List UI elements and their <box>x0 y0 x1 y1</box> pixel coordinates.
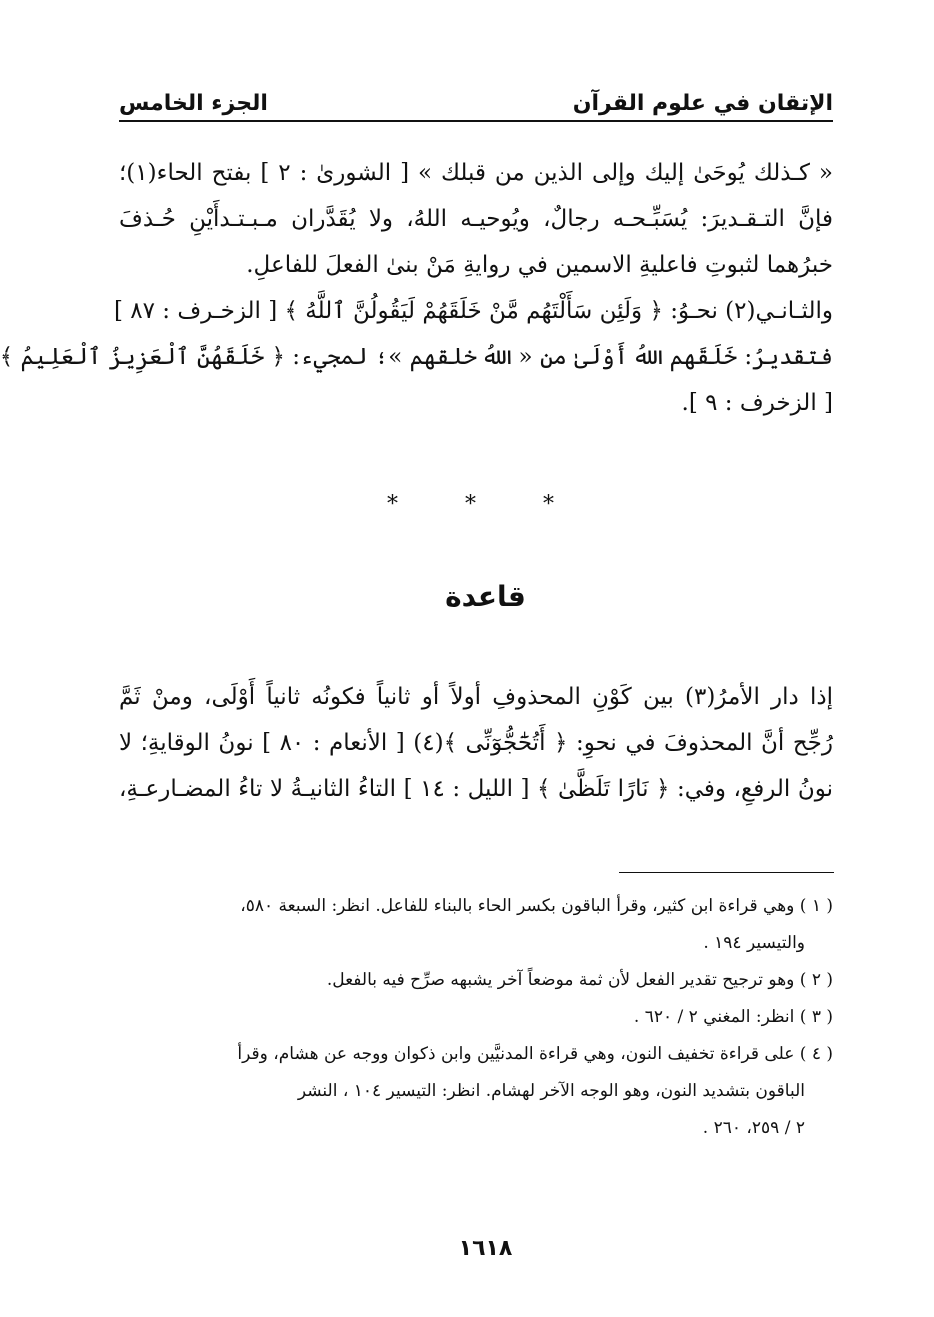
text-line: رُجِّح أنَّ المحذوفَ في نحوِ: ﴿ أَتُحَٰٓجُّوٓنِّى ﴾(٤) [ الأنعام : ٨٠ ] نونُ الوقايةِ؛ لا <box>119 730 833 756</box>
text-line: والثـانـي(٢) نحـوُ: ﴿ وَلَئِن سَأَلْتَهُم مَّنْ خَلَقَهُمْ لَيَقُولُنَّ ٱللَّهُ ﴾ [ الزخـرف : ٨٧ ] <box>113 298 833 324</box>
running-header <box>119 82 833 122</box>
main-text-section-1 <box>0 150 833 426</box>
text-line: « كـذلك يُوحَىٰ إليك وإلى الذين من قبلك » [ الشورىٰ : ٢ ] بفتح الحاء(١)؛ <box>119 160 833 186</box>
footnote-line: والتيسير ١٩٤ . <box>703 933 805 953</box>
footnote-line: ( ٢ ) وهو ترجيح تقدير الفعل لأن ثمة موضعاً آخر يشبهه صرِّح فيه بالفعل. <box>326 970 833 990</box>
footnotes <box>119 888 833 1147</box>
book-title: الإتقان في علوم القرآن <box>572 91 833 116</box>
section-separator: * * * <box>387 492 584 517</box>
text-line: فتقديرُ: خَلَقَهم اللهُ أَوْلَىٰ من « اللهُ خلقهم »؛ لمجيء: ﴿ خَلَقَهُنَّ ٱلْعَزِيزُ ٱلْعَلِيمُ ﴾ <box>0 344 833 370</box>
footnote-line: ( ٣ ) انظر: المغني ٢ / ٦٢٠ . <box>633 1007 833 1027</box>
section-heading: قاعدة <box>445 580 526 613</box>
footnote-line: ( ٤ ) على قراءة تخفيف النون، وهي قراءة المدنيَّين وابن ذكوان ووجه عن هشام، وقرأ <box>237 1044 833 1064</box>
volume-label: الجزء الخامس <box>119 91 268 116</box>
footnote-line: ( ١ ) وهي قراءة ابن كثير، وقرأ الباقون بكسر الحاء بالبناء للفاعل. انظر: السبعة ٥٨٠، <box>240 896 833 916</box>
text-line: فإنَّ التـقـديرَ: يُسَبِّـحـه رجالٌ، ويُوحيـه اللهُ، ولا يُقَدَّران مـبـتـدأَيْنِ حُـذفَ <box>119 206 833 232</box>
text-line: إذا دار الأمرُ(٣) بين كَوْنِ المحذوفِ أولاً أو ثانياً فكونُه ثانياً أَوْلَى، ومنْ ثَمَّ <box>119 684 833 710</box>
text-line: [ الزخرف : ٩ ]. <box>681 390 833 416</box>
footnote-divider <box>619 872 834 873</box>
footnote-line: الباقون بتشديد النون، وهو الوجه الآخر لهشام. انظر: التيسير ١٠٤ ، النشر <box>297 1081 805 1101</box>
text-line: نونُ الرفعِ، وفي: ﴿ نَارًا تَلَظَّىٰ ﴾ [ الليل : ١٤ ] التاءُ الثانيـةُ لا تاءُ المضـارعـةِ، <box>119 776 833 802</box>
footnote-line: ٢ / ٢٥٩، ٢٦٠ . <box>702 1118 805 1138</box>
main-text-section-2 <box>119 674 833 812</box>
page-number: ١٦١٨ <box>458 1236 513 1261</box>
text-line: خبرُهما لثبوتِ فاعليةِ الاسمين في روايةِ مَنْ بنىٰ الفعلَ للفاعلِ. <box>246 252 833 278</box>
